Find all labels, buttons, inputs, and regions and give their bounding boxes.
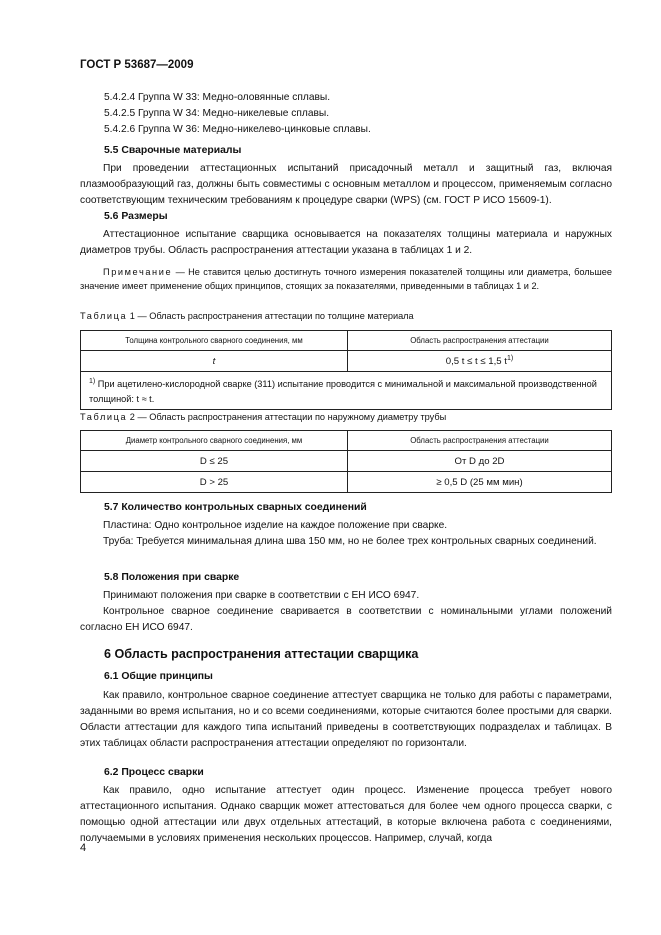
note-label: Примечание [103, 267, 173, 277]
paragraph: При проведении аттестационных испытаний присадочный металл и защитный газ, включая плазмообразующий газ, должны быть совместимы с основным металлом и процессом, применяемым согласно соответствующим техническим требованиям к процедуре сварки (WPS) (см. ГОСТ Р ИСО 15609-1). [80, 163, 612, 206]
section-heading: 5.6 Размеры [104, 211, 168, 222]
table-cell: 0,5 t ≤ t ≤ 1,5 $t^{1)}$ [348, 351, 612, 372]
chapter-heading: 6 Область распространения аттестации сварщика [104, 647, 419, 661]
list-item: 5.4.2.5 Группа W 34: Медно-никелевые сплавы. [104, 108, 330, 119]
paragraph: Труба: Требуется минимальная длина шва 150 мм, но не более трех контрольных сварных соединений. [103, 536, 597, 547]
table-row [81, 472, 612, 493]
page-number: 4 [80, 842, 87, 854]
table-footnote: $^{1)}$ При ацетилено-кислородной сварке (311) испытание проводится с минимальной и максимальной производственной толщиной: t ≈ t. [81, 372, 612, 410]
table-label: Таблица [80, 412, 128, 422]
section-heading: 6.2 Процесс сварки [104, 767, 204, 778]
column-header: Область распространения аттестации [348, 331, 612, 351]
section-heading: 6.1 Общие принципы [104, 671, 213, 682]
table-cell: ≥ 0,5 D (25 мм мин) [348, 472, 612, 493]
section-heading: 5.5 Сварочные материалы [104, 145, 242, 156]
table-cell: t [81, 351, 348, 372]
paragraph: Принимают положения при сварке в соответствии с ЕН ИСО 6947. [103, 590, 420, 601]
table-caption [80, 311, 414, 321]
table-caption-text: 2 — Область распространения аттестации по наружному диаметру трубы [127, 412, 447, 422]
section-heading: 5.7 Количество контрольных сварных соединений [104, 502, 367, 513]
note [80, 265, 612, 293]
thickness-table [80, 330, 612, 410]
table-cell: D > 25 [81, 472, 348, 493]
paragraph: Как правило, контрольное сварное соединение аттестует сварщика не только для работы с параметрами, заданными во время испытания, но и со всеми соединениями, которые считаются более простыми для сварки. Области аттестации для каждого типа испытаний приведены в соответствующих подразделах и таблицах. В этих таблицах области распространения аттестации определяют по горизонтали. [80, 690, 612, 749]
table-cell: От D до 2D [348, 451, 612, 472]
section-heading: 5.8 Положения при сварке [104, 572, 240, 583]
column-header: Толщина контрольного сварного соединения, мм [81, 331, 348, 351]
diameter-table [80, 430, 612, 493]
list-item: 5.4.2.6 Группа W 36: Медно-никелево-цинковые сплавы. [104, 124, 371, 135]
table-row [81, 451, 612, 472]
table-caption [80, 412, 446, 422]
table-label: Таблица [80, 311, 128, 321]
column-header: Область распространения аттестации [348, 431, 612, 451]
paragraph: Пластина: Одно контрольное изделие на каждое положение при сварке. [103, 520, 448, 531]
column-header: Диаметр контрольного сварного соединения, мм [81, 431, 348, 451]
table-caption-text: 1 — Область распространения аттестации по толщине материала [127, 311, 414, 321]
document-id: ГОСТ Р 53687—2009 [80, 59, 194, 71]
paragraph: Аттестационное испытание сварщика основывается на показателях толщины материала и наружных диаметров трубы. Область распространения аттестации указана в таблицах 1 и 2. [80, 229, 612, 256]
paragraph: Контрольное сварное соединение сваривается в соответствии с номинальными углами положений согласно ЕН ИСО 6947. [80, 606, 612, 633]
paragraph: Как правило, одно испытание аттестует один процесс. Изменение процесса требует нового аттестационного испытания. Однако сварщик может аттестоваться для более чем одного процесса сварки, с помощью одной аттестации или двух отдельных аттестаций, в которые включена работа с соединениями, получаемыми в условиях применения нескольких процессов. Например, случай, когда [80, 785, 612, 844]
list-item: 5.4.2.4 Группа W 33: Медно-оловянные сплавы. [104, 92, 331, 103]
table-cell: D ≤ 25 [81, 451, 348, 472]
note-text: — Не ставится целью достигнуть точного измерения показателей толщины или диаметра, большее значение имеет применение общих принципов, стоящих за показателями, приведенными в таблицах 1 и 2. [80, 267, 612, 291]
